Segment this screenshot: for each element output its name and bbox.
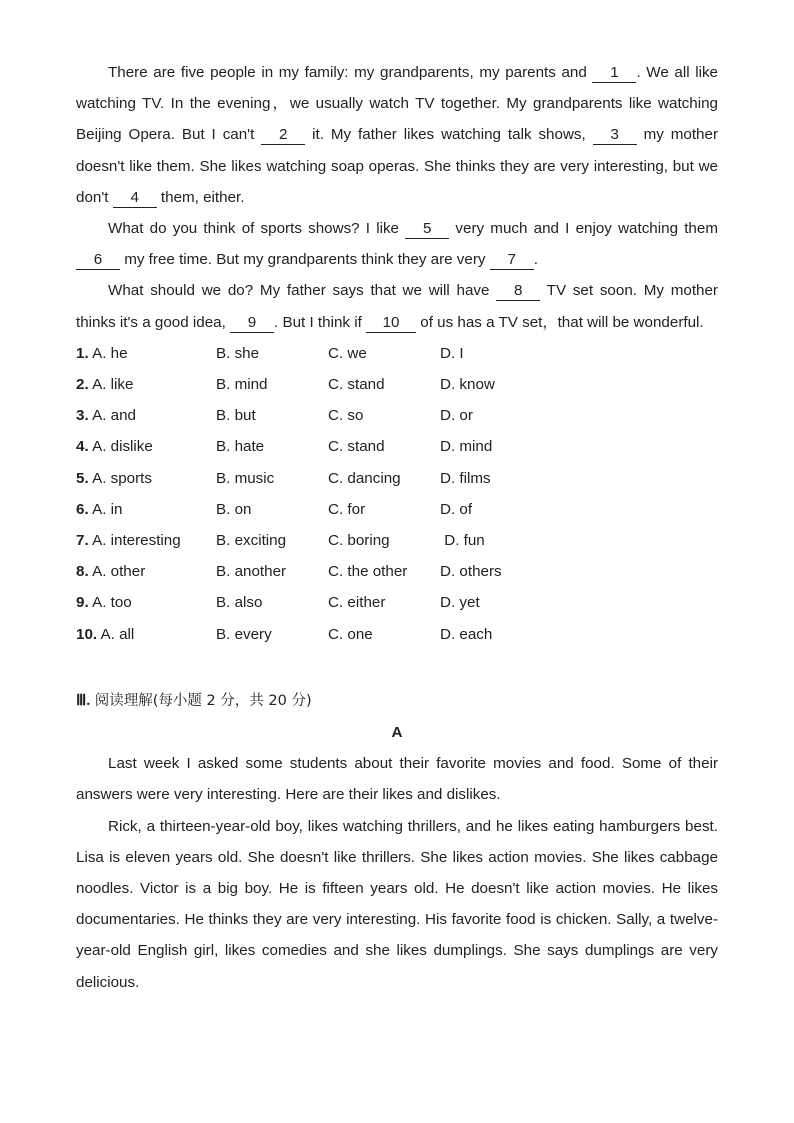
blank-5: 5 bbox=[405, 220, 449, 239]
question-number: 8. bbox=[76, 563, 89, 581]
option-d: D. yet bbox=[440, 594, 480, 612]
option-b: B. another bbox=[216, 563, 287, 581]
question-number: 1. bbox=[76, 344, 89, 362]
answer-options-list bbox=[76, 338, 718, 650]
question-number: 4. bbox=[76, 438, 89, 456]
passage-letter: A bbox=[391, 723, 403, 741]
blank-1: 1 bbox=[592, 64, 636, 83]
text-run: . But I think if bbox=[274, 313, 367, 331]
section-heading bbox=[76, 686, 718, 717]
question-number: 5. bbox=[76, 469, 89, 487]
option-a-text: A. all bbox=[100, 625, 135, 643]
question-row bbox=[76, 525, 718, 556]
option-d: D. others bbox=[440, 563, 502, 581]
option-d: D. films bbox=[440, 469, 491, 487]
option-c: C. one bbox=[328, 625, 373, 643]
worksheet-page bbox=[76, 57, 718, 998]
text-run: . bbox=[533, 251, 538, 269]
option-c: C. dancing bbox=[328, 469, 401, 487]
option-b: B. mind bbox=[216, 376, 268, 394]
option-a bbox=[76, 431, 216, 462]
text-run: my mother doesn't like them. She likes watching soap operas. She thinks they are very interesting, but we don't bbox=[76, 126, 718, 206]
option-a-text: A. in bbox=[92, 500, 123, 518]
question-row bbox=[76, 463, 718, 494]
question-row bbox=[76, 619, 718, 650]
cloze-paragraph-2 bbox=[76, 213, 718, 275]
option-d: D. know bbox=[440, 376, 495, 394]
option-a-text: A. sports bbox=[92, 469, 152, 487]
blank-10: 10 bbox=[366, 314, 416, 333]
text-run: What should we do? My father says that we will have bbox=[108, 282, 497, 300]
option-a-text: A. too bbox=[92, 594, 132, 612]
option-c: C. for bbox=[328, 500, 366, 518]
option-b: B. every bbox=[216, 625, 272, 643]
option-b: B. but bbox=[216, 407, 256, 425]
option-a bbox=[76, 400, 216, 431]
option-b: B. on bbox=[216, 500, 252, 518]
option-c: C. either bbox=[328, 594, 386, 612]
option-d: D. of bbox=[440, 500, 473, 518]
option-a bbox=[76, 494, 216, 525]
blank-2: 2 bbox=[261, 126, 305, 145]
option-d: D. fun bbox=[440, 531, 485, 549]
option-c: C. the other bbox=[328, 563, 408, 581]
question-row bbox=[76, 338, 718, 369]
question-row bbox=[76, 494, 718, 525]
option-c: C. we bbox=[328, 344, 367, 362]
option-b: B. also bbox=[216, 594, 263, 612]
blank-4: 4 bbox=[113, 189, 157, 208]
option-a bbox=[76, 369, 216, 400]
blank-9: 9 bbox=[230, 314, 274, 333]
cloze-paragraph-1 bbox=[76, 57, 718, 213]
option-b: B. music bbox=[216, 469, 275, 487]
cloze-paragraph-3 bbox=[76, 275, 718, 337]
question-row bbox=[76, 400, 718, 431]
text-run: There are five people in my family: my grandparents, my parents and bbox=[108, 64, 593, 81]
question-number: 9. bbox=[76, 594, 89, 612]
text-run: very much and I enjoy watching them bbox=[449, 220, 718, 238]
option-d: D. mind bbox=[440, 438, 493, 456]
text-run: TV set soon. My mother thinks it's a good idea, bbox=[76, 282, 718, 331]
text-run: . We all like watching TV. In the evening，we usually watch TV together. My grandparents like watching Beijing Opera. But I can't bbox=[76, 64, 718, 144]
option-a-text: A. he bbox=[92, 344, 128, 362]
option-a bbox=[76, 587, 216, 618]
blank-8: 8 bbox=[496, 282, 540, 301]
blank-3: 3 bbox=[593, 126, 637, 145]
option-b: B. she bbox=[216, 344, 260, 362]
text-run: them, either. bbox=[156, 188, 245, 206]
text-run: of us has a TV set，that will be wonderful. bbox=[416, 313, 704, 331]
question-number: 3. bbox=[76, 407, 89, 425]
question-row bbox=[76, 369, 718, 400]
option-a bbox=[76, 556, 216, 587]
option-a-text: A. like bbox=[92, 376, 134, 394]
blank-7: 7 bbox=[490, 251, 534, 270]
option-a bbox=[76, 463, 216, 494]
option-a bbox=[76, 619, 216, 650]
option-d: D. each bbox=[440, 625, 493, 643]
option-a-text: A. other bbox=[92, 563, 146, 581]
option-a bbox=[76, 525, 216, 556]
question-number: 6. bbox=[76, 500, 89, 518]
passage-paragraph-2: Rick, a thirteen-year-old boy, likes watching thrillers, and he likes eating hamburgers best. Lisa is eleven years old. She doesn't like thrillers. She likes action movies. She likes cabbage noodles. Victor is a big boy. He is fifteen years old. He doesn't like action movies. He likes documentaries. He thinks they are very interesting. His favorite food is chicken. Sally, a twelve-year-old English girl, likes comedies and she likes dumplings. She says dumplings are very delicious. bbox=[76, 817, 718, 991]
question-row bbox=[76, 431, 718, 462]
passage-paragraph-1: Last week I asked some students about their favorite movies and food. Some of their answers were very interesting. Here are their likes and dislikes. bbox=[76, 755, 718, 804]
blank-6: 6 bbox=[76, 251, 120, 270]
option-a-text: A. and bbox=[92, 407, 136, 425]
option-c: C. boring bbox=[328, 531, 390, 549]
option-b: B. exciting bbox=[216, 531, 287, 549]
option-a-text: A. dislike bbox=[92, 438, 153, 456]
text-run: What do you think of sports shows? I like bbox=[108, 220, 406, 238]
option-b: B. hate bbox=[216, 438, 265, 456]
option-c: C. stand bbox=[328, 376, 385, 394]
question-row bbox=[76, 556, 718, 587]
option-d: D. I bbox=[440, 344, 464, 362]
question-number: 7. bbox=[76, 531, 89, 549]
option-c: C. so bbox=[328, 407, 364, 425]
section-number: Ⅲ. bbox=[76, 692, 91, 709]
question-number: 10. bbox=[76, 625, 98, 643]
text-run: it. My father likes watching talk shows, bbox=[305, 126, 593, 144]
question-row bbox=[76, 587, 718, 618]
option-c: C. stand bbox=[328, 438, 385, 456]
option-a bbox=[76, 338, 216, 369]
question-number: 2. bbox=[76, 376, 89, 394]
section-title-text: 阅读理解(每小题 2 分，共 20 分) bbox=[90, 692, 312, 709]
text-run: my free time. But my grandparents think they are very bbox=[120, 251, 490, 269]
option-d: D. or bbox=[440, 407, 473, 425]
option-a-text: A. interesting bbox=[92, 531, 181, 549]
